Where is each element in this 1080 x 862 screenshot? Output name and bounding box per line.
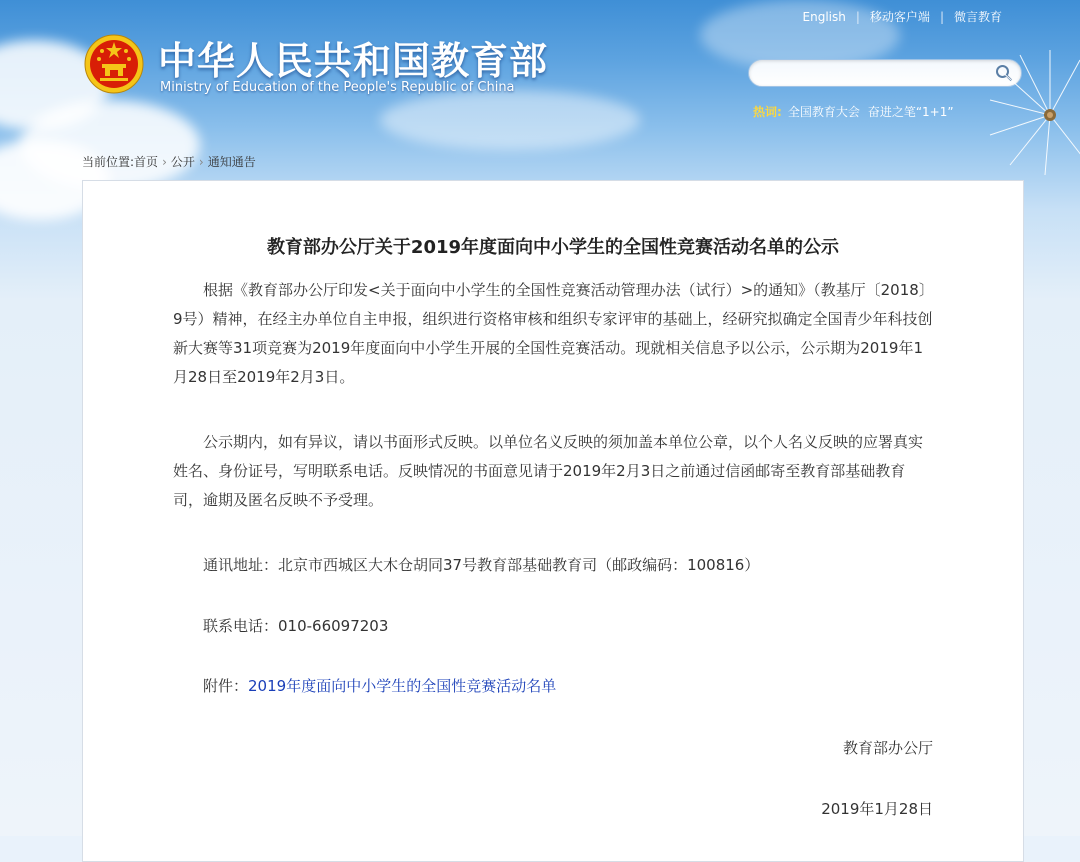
site-title-cn: 中华人民共和国教育部 xyxy=(158,39,549,83)
search-input[interactable] xyxy=(763,63,987,85)
breadcrumb-prefix: 当前位置: xyxy=(82,155,135,169)
signature-date: 2019年1月28日 xyxy=(821,800,933,818)
english-link[interactable]: English xyxy=(802,10,846,24)
paragraph-text: 根据《教育部办公厅印发<关于面向中小学生的全国性竞赛活动管理办法（试行）>的通知》（教基厅〔2018〕9号）精神，在经主办单位自主申报，组织进行资格审核和组织专家评审的基础上，经研究拟确定全国青少年科技创新大赛等31项竞赛为2019年度面向中小学生开展的全国性竞赛活动。现就相关信息予以公示，公示期为2019年1月28日至2019年2月3日。 xyxy=(173,281,933,386)
article-title: 教育部办公厅关于2019年度面向中小学生的全国性竞赛活动名单的公示 xyxy=(266,237,840,258)
attachment-label: 附件： xyxy=(203,677,249,695)
dandelion-decoration-icon xyxy=(980,40,1080,180)
hot-word-link[interactable]: 全国教育大会 xyxy=(787,105,860,119)
top-links xyxy=(803,8,1002,25)
site-header xyxy=(0,0,1080,180)
breadcrumb xyxy=(82,153,256,170)
paragraph-text: 公示期内，如有异议，请以书面形式反映。以单位名义反映的须加盖本单位公章，以个人名义反映的应署真实姓名、身份证号，写明联系电话。反映情况的书面意见请于2019年2月3日之前通过信函邮寄至教育部基础教育司，逾期及匿名反映不予受理。 xyxy=(173,433,924,509)
chevron-right-icon: › xyxy=(198,155,204,169)
attachment-row xyxy=(203,675,556,696)
breadcrumb-home[interactable]: 首页 xyxy=(134,155,159,169)
chevron-right-icon: › xyxy=(162,155,167,169)
hot-word-link[interactable]: 奋进之笔“1+1” xyxy=(867,105,954,119)
article-container xyxy=(82,180,1024,862)
weiyan-link[interactable]: 微言教育 xyxy=(953,10,1002,24)
article-paragraph xyxy=(173,428,933,515)
site-title-en: Ministry of Education of the People's Republic of China xyxy=(160,80,515,95)
contact-address: 通讯地址：北京市西城区大木仓胡同37号教育部基础教育司（邮政编码：100816） xyxy=(203,556,760,574)
hot-words xyxy=(753,103,954,120)
mobile-client-link[interactable]: 移动客户端 xyxy=(869,10,930,24)
attachment-link[interactable]: 2019年度面向中小学生的全国性竞赛活动名单 xyxy=(248,677,557,695)
signature-org: 教育部办公厅 xyxy=(842,739,933,757)
breadcrumb-public[interactable]: 公开 xyxy=(170,155,195,169)
link-separator: | xyxy=(939,10,944,24)
hot-words-label: 热词: xyxy=(753,105,782,119)
contact-phone: 联系电话：010-66097203 xyxy=(203,617,389,635)
article-paragraph xyxy=(173,276,933,392)
breadcrumb-notices[interactable]: 通知通告 xyxy=(207,155,256,169)
national-emblem-icon xyxy=(84,34,144,94)
link-separator: | xyxy=(855,10,860,24)
